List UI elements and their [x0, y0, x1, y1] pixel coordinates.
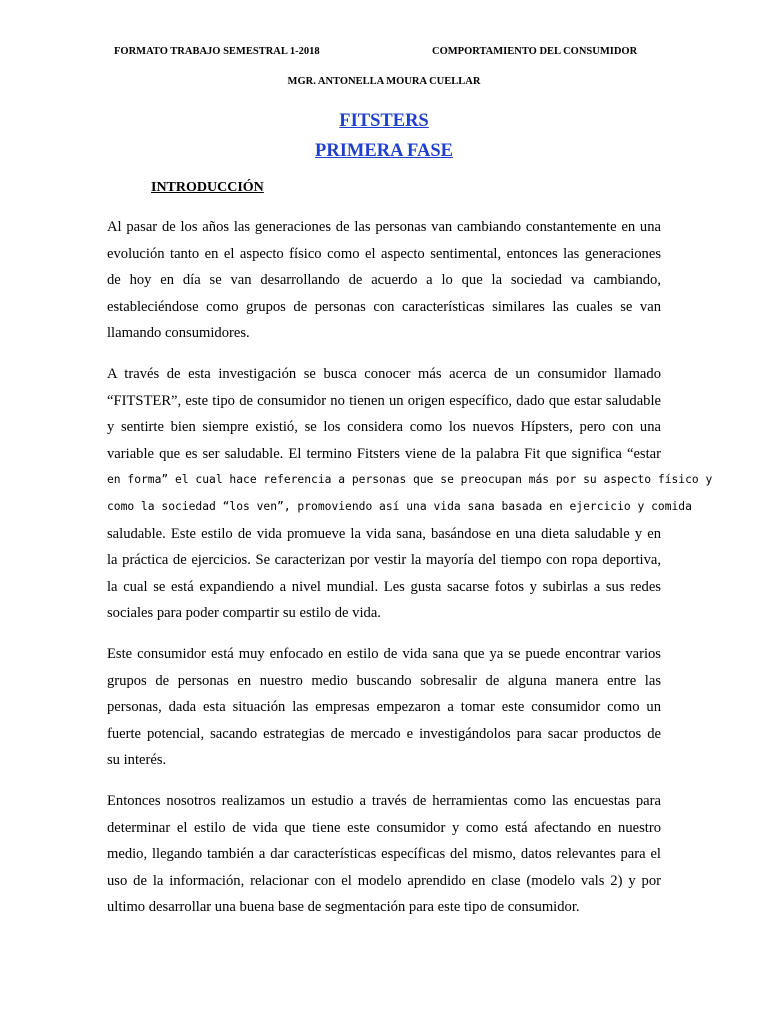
paragraph-line: “FITSTER”, este tipo de consumidor no tienen un origen específico, dado que estar saludable: [107, 392, 661, 409]
paragraph-4: [107, 788, 661, 921]
paragraph-line: de hoy en día se van desarrollando de acuerdo a lo que la sociedad va cambiando,: [107, 272, 661, 289]
section-heading: INTRODUCCIÓN: [151, 180, 264, 195]
paragraph-line: la cual se está expandiendo a nivel mundial. Les gusta sacarse fotos y subirlas a sus redes: [107, 578, 661, 595]
paragraph-1: [107, 214, 661, 347]
document-subtitle: PRIMERA FASE: [315, 141, 453, 161]
paragraph-line: sociales para poder compartir su estilo de vida.: [107, 605, 381, 622]
paragraph-2: [107, 361, 713, 627]
paragraph-line: Este consumidor está muy enfocado en estilo de vida sana que ya se puede encontrar varios: [107, 646, 661, 662]
paragraph-line: Al pasar de los años las generaciones de las personas van cambiando constantemente en una: [107, 219, 661, 235]
paragraph-line: saludable. Este estilo de vida promueve la vida sana, basándose en una dieta saludable y en: [107, 525, 661, 542]
paragraph-line: llamando consumidores.: [107, 325, 250, 342]
paragraph-line: como la sociedad “los ven”, promoviendo así una vida sana basada en ejercicio y comida: [107, 499, 692, 513]
header-subject: COMPORTAMIENTO DEL CONSUMIDOR: [432, 46, 638, 57]
paragraph-line: ultimo desarrollar una buena base de segmentación para este tipo de consumidor.: [107, 899, 580, 916]
paragraph-line: fuerte potencial, sacando estrategias de mercado e investigándolos para sacar productos de: [107, 725, 661, 742]
paragraph-line: estableciéndose como grupos de personas con características similares las cuales se van: [107, 298, 661, 315]
paragraph-line: en forma” el cual hace referencia a personas que se preocupan más por su aspecto físico y: [107, 473, 713, 487]
paragraph-line: la práctica de ejercicios. Se caracterizan por vestir la mayoría del tiempo con ropa deportiva,: [107, 552, 661, 569]
paragraph-3: [107, 641, 661, 774]
paragraph-line: personas, dada esta situación las empresas empezaron a tomar este consumidor como un: [107, 699, 661, 716]
paragraph-line: Entonces nosotros realizamos un estudio a través de herramientas como las encuestas para: [107, 793, 661, 809]
header-author: MGR. ANTONELLA MOURA CUELLAR: [287, 76, 481, 87]
paragraph-line: y sentirte bien siempre existió, se los considera como los nuevos Hípsters, pero con una: [107, 419, 661, 436]
paragraph-line: A través de esta investigación se busca conocer más acerca de un consumidor llamado: [107, 366, 661, 382]
paragraph-line: variable que es ser saludable. El termino Fitsters viene de la palabra Fit que significa “estar: [107, 445, 661, 462]
paragraph-line: uso de la información, relacionar con el modelo aprendido en clase (modelo vals 2) y por: [107, 872, 661, 889]
paragraph-line: grupos de personas en nuestro medio buscando sobresalir de alguna manera entre las: [107, 672, 661, 689]
document-title: FITSTERS: [339, 111, 429, 131]
paragraph-line: medio, llegando también a dar características específicas del mismo, datos relevantes para el: [107, 846, 661, 863]
paragraph-line: su interés.: [107, 752, 167, 769]
paragraph-line: determinar el estilo de vida que tiene este consumidor y como está afectando en nuestro: [107, 819, 661, 836]
paragraph-line: evolución tanto en el aspecto físico como el aspecto sentimental, entonces las generaciones: [107, 245, 661, 262]
header-course-format: FORMATO TRABAJO SEMESTRAL 1-2018: [114, 46, 320, 57]
